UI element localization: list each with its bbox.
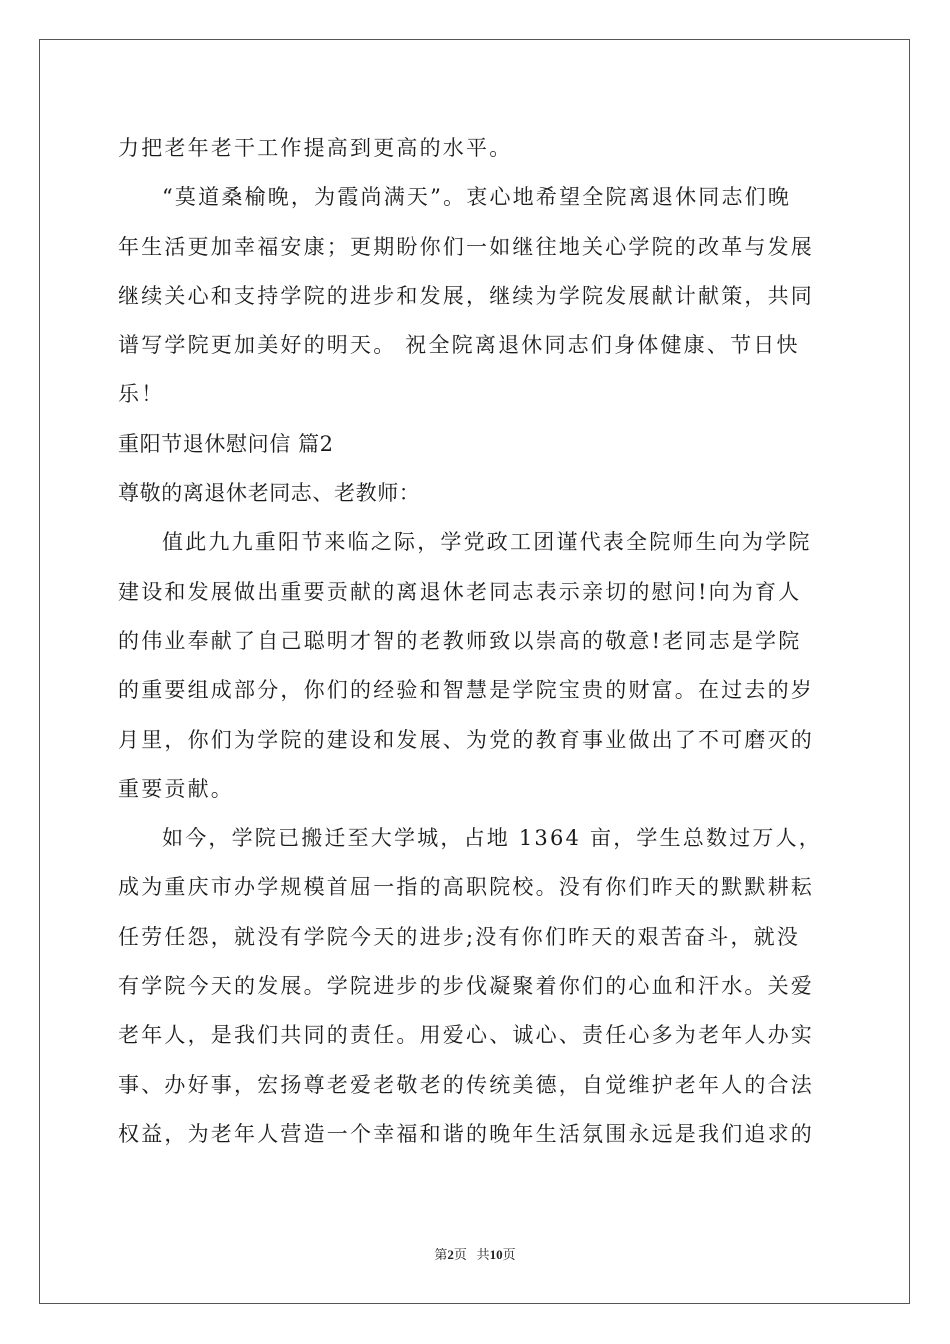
text-line: 事、办好事，宏扬尊老爱老敬老的传统美德，自觉维护老年人的合法 <box>118 1072 814 1097</box>
text-line: 月里，你们为学院的建设和发展、为党的教育事业做出了不可磨灭的 <box>118 727 814 752</box>
text-line: 力把老年老干工作提高到更高的水平。 <box>118 136 513 160</box>
text-line: 建设和发展做出重要贡献的离退休老同志表示亲切的慰问!向为育人 <box>118 579 802 604</box>
footer-total-unit: 页 <box>502 1247 516 1262</box>
total-pages-number: 10 <box>489 1247 503 1262</box>
text-line: 老年人，是我们共同的责任。用爱心、诚心、责任心多为老年人办实 <box>118 1023 814 1048</box>
footer-page-unit: 页 <box>453 1247 467 1262</box>
current-page-number: 2 <box>447 1247 454 1262</box>
paragraph-start-line: 如今，学院已搬迁至大学城，占地 1364 亩，学生总数过万人， <box>162 826 822 851</box>
text-line: 的伟业奉献了自己聪明才智的老教师致以崇高的敬意!老同志是学院 <box>118 628 802 653</box>
text-line: 继续关心和支持学院的进步和发展，继续为学院发展献计献策，共同 <box>118 283 814 308</box>
paragraph-start-line: 值此九九重阳节来临之际，学党政工团谨代表全院师生向为学院 <box>162 530 812 555</box>
text-line: 谱写学院更加美好的明天。 祝全院离退休同志们身体健康、节日快 <box>118 333 800 358</box>
text-line: 的重要组成部分，你们的经验和智慧是学院宝贵的财富。在过去的岁 <box>118 678 814 703</box>
text-line: 重要贡献。 <box>118 776 234 801</box>
text-line: 权益，为老年人营造一个幸福和谐的晚年生活氛围永远是我们追求的 <box>118 1121 814 1146</box>
section-heading: 重阳节退休慰问信 篇2 <box>118 431 334 456</box>
salutation: 尊敬的离退休老同志、老教师： <box>118 481 421 506</box>
footer-prefix: 第 <box>434 1247 448 1262</box>
text-line: 有学院今天的发展。学院进步的步伐凝聚着你们的心血和汗水。关爱 <box>118 974 814 999</box>
paragraph-start-line: “莫道桑榆晚，为霞尚满天”。衷心地希望全院离退休同志们晚 <box>162 185 792 210</box>
footer-total-prefix: 共 <box>476 1247 490 1262</box>
page-footer <box>0 1244 950 1263</box>
text-line: 年生活更加幸福安康；更期盼你们一如继往地关心学院的改革与发展 <box>118 234 814 259</box>
document-body <box>118 124 832 1159</box>
text-line: 乐！ <box>118 382 165 407</box>
text-line: 成为重庆市办学规模首屈一指的高职院校。没有你们昨天的默默耕耘 <box>118 875 814 900</box>
text-line: 任劳任怨，就没有学院今天的进步;没有你们昨天的艰苦奋斗，就没 <box>118 924 801 949</box>
